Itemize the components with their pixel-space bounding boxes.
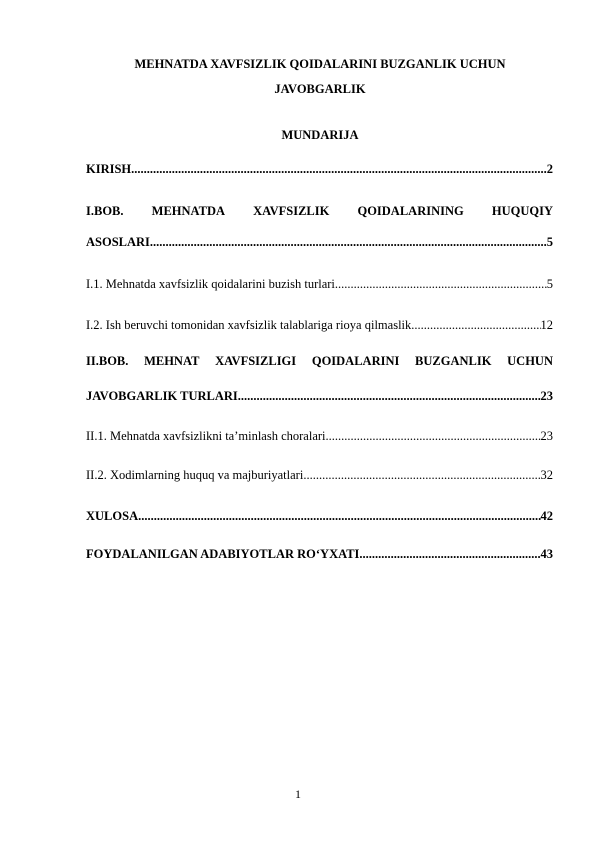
- toc-entry-conclusion[interactable]: [86, 508, 553, 524]
- toc-leader-dots: [326, 428, 541, 444]
- toc-leader-dots: [131, 161, 547, 177]
- toc-page-number: 23: [540, 389, 553, 403]
- toc-entry-references[interactable]: [86, 546, 553, 562]
- toc-entry-label: FOYDALANILGAN ADABIYOTLAR RO‘YXATI: [86, 547, 360, 561]
- toc-page-number: 2: [546, 162, 553, 176]
- toc-page-number: 43: [540, 547, 553, 561]
- toc-leader-dots: [303, 467, 540, 483]
- toc-entry-label: I.1. Mehnatda xavfsizlik qoidalarini buzish turlari: [86, 277, 335, 291]
- toc-entry-label: KIRISH: [86, 162, 132, 176]
- toc-word: HUQUQIY: [491, 204, 553, 218]
- toc-word: I.BOB.: [86, 204, 124, 218]
- contents-heading: MUNDARIJA: [281, 128, 359, 142]
- toc-word: II.BOB.: [86, 354, 129, 368]
- toc-leader-dots: [335, 276, 547, 292]
- toc-entry-label: II.1. Mehnatda xavfsizlikni ta’minlash choralari: [86, 429, 326, 443]
- toc-entry-label: JAVOBGARLIK TURLARI: [86, 389, 238, 403]
- toc-leader-dots: [238, 388, 541, 404]
- toc-word: QOIDALARINING: [357, 204, 464, 218]
- toc-entry-chapter2-line2[interactable]: [86, 388, 553, 404]
- toc-entry-section1-1[interactable]: [86, 276, 553, 292]
- toc-word: MEHNAT: [144, 354, 200, 368]
- toc-page-number: 23: [540, 429, 553, 443]
- toc-word: XAVFSIZLIK: [253, 204, 330, 218]
- toc-entry-chapter1-line2[interactable]: [86, 234, 553, 250]
- toc-word: UCHUN: [507, 354, 553, 368]
- toc-entry-chapter1-line1[interactable]: [86, 203, 553, 219]
- toc-entry-intro[interactable]: [86, 161, 553, 177]
- toc-leader-dots: [138, 508, 540, 524]
- page-number: 1: [295, 787, 301, 801]
- toc-word: MEHNATDA: [151, 204, 226, 218]
- toc-page-number: 32: [540, 468, 553, 482]
- toc-word: XAVFSIZLIGI: [215, 354, 297, 368]
- toc-word: BUZGANLIK: [415, 354, 492, 368]
- toc-page-number: 5: [546, 235, 553, 249]
- document-title-line2: JAVOBGARLIK: [274, 82, 366, 96]
- toc-entry-label: ASOSLARI: [86, 235, 150, 249]
- document-title-line1: MEHNATDA XAVFSIZLIK QOIDALARINI BUZGANLIK UCHUN: [134, 57, 506, 71]
- toc-entry-section2-2[interactable]: [86, 467, 553, 483]
- toc-entry-section1-2[interactable]: [86, 317, 553, 333]
- toc-page-number: 5: [546, 277, 553, 291]
- toc-word: QOIDALARINI: [311, 354, 400, 368]
- toc-leader-dots: [359, 546, 540, 562]
- toc-entry-section2-1[interactable]: [86, 428, 553, 444]
- toc-page-number: 42: [540, 509, 553, 523]
- toc-entry-label: I.2. Ish beruvchi tomonidan xavfsizlik talablariga rioya qilmaslik: [86, 318, 412, 332]
- toc-page-number: 12: [540, 318, 553, 332]
- toc-entry-label: II.2. Xodimlarning huquq va majburiyatlari: [86, 468, 304, 482]
- toc-entry-chapter2-line1[interactable]: [86, 353, 553, 369]
- toc-leader-dots: [411, 317, 540, 333]
- toc-leader-dots: [150, 234, 547, 250]
- toc-entry-label: XULOSA: [86, 509, 139, 523]
